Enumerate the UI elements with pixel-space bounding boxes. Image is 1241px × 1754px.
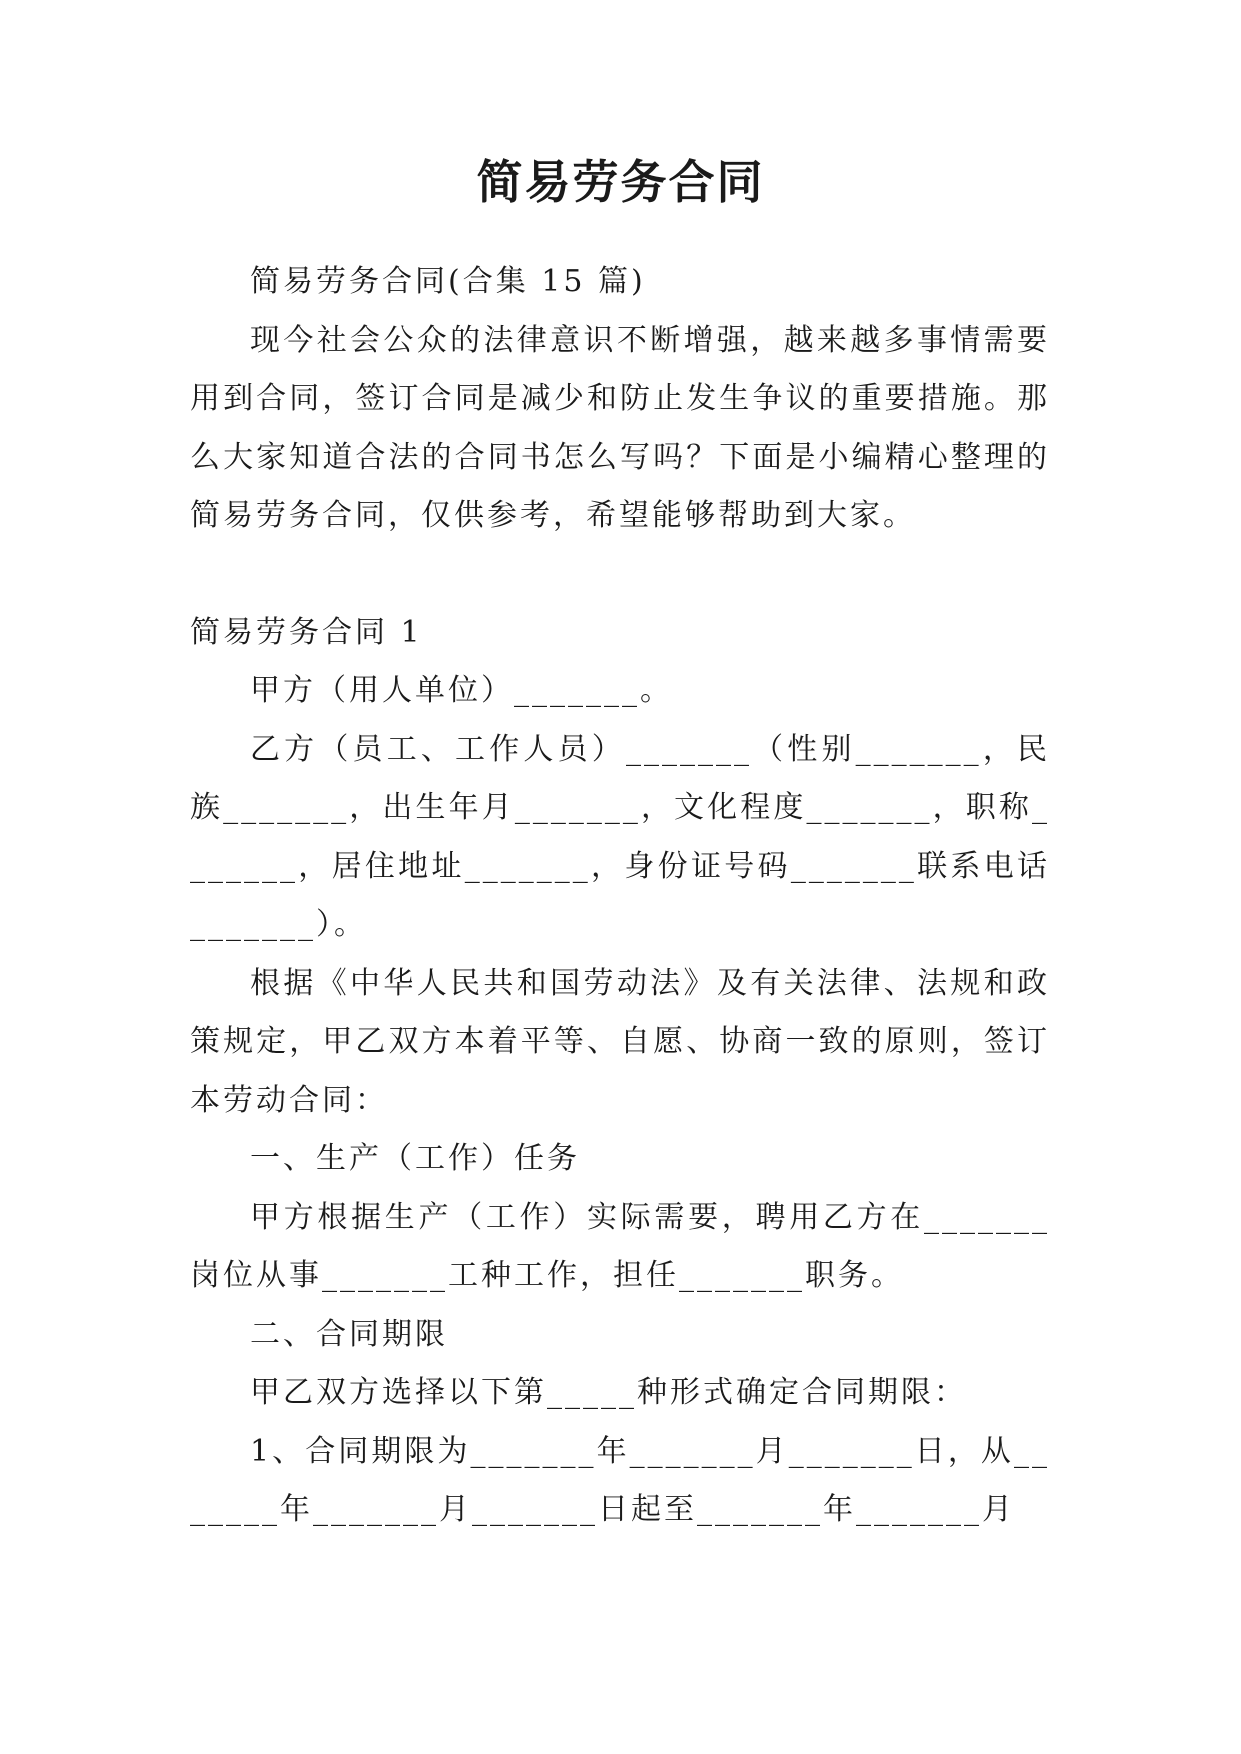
paragraph-spacer <box>190 546 1050 604</box>
clause1-heading: 一、生产（工作）任务 <box>250 1141 580 1176</box>
document-body <box>190 253 1050 1540</box>
basis-paragraph: 根据《中华人民共和国劳动法》及有关法律、法规和政策规定，甲乙双方本着平等、自愿、协商一致的原则，签订本劳动合同： <box>190 965 1050 1118</box>
clause2-text: 甲乙双方选择以下第_____种形式确定合同期限： <box>250 1375 967 1410</box>
document-title: 简易劳务合同 <box>476 155 765 209</box>
clause1-text: 甲方根据生产（工作）实际需要，聘用乙方在_______岗位从事_______工种工作，担任_______职务。 <box>190 1199 1050 1293</box>
document-subtitle: 简易劳务合同(合集 15 篇) <box>250 264 646 299</box>
clause2-heading: 二、合同期限 <box>250 1316 448 1352</box>
intro-paragraph: 现今社会公众的法律意识不断增强，越来越多事情需要用到合同，签订合同是减少和防止发生争议的重要措施。那么大家知道合法的合同书怎么写吗？下面是小编精心整理的简易劳务合同，仅供参考，希望能够帮助到大家。 <box>190 322 1050 533</box>
clause2-item1: 1、合同期限为_______年_______月_______日，从_______年_______月_______日起至_______年_______月 <box>190 1433 1050 1527</box>
section-heading: 简易劳务合同 1 <box>190 614 423 650</box>
party-b-paragraph: 乙方（员工、工作人员）_______（性别_______，民族_______，出生年月_______，文化程度_______，职称_______，居住地址_______，身份证号码_______联系电话_______）。 <box>190 731 1050 942</box>
party-a-line: 甲方（用人单位）_______。 <box>250 673 673 708</box>
